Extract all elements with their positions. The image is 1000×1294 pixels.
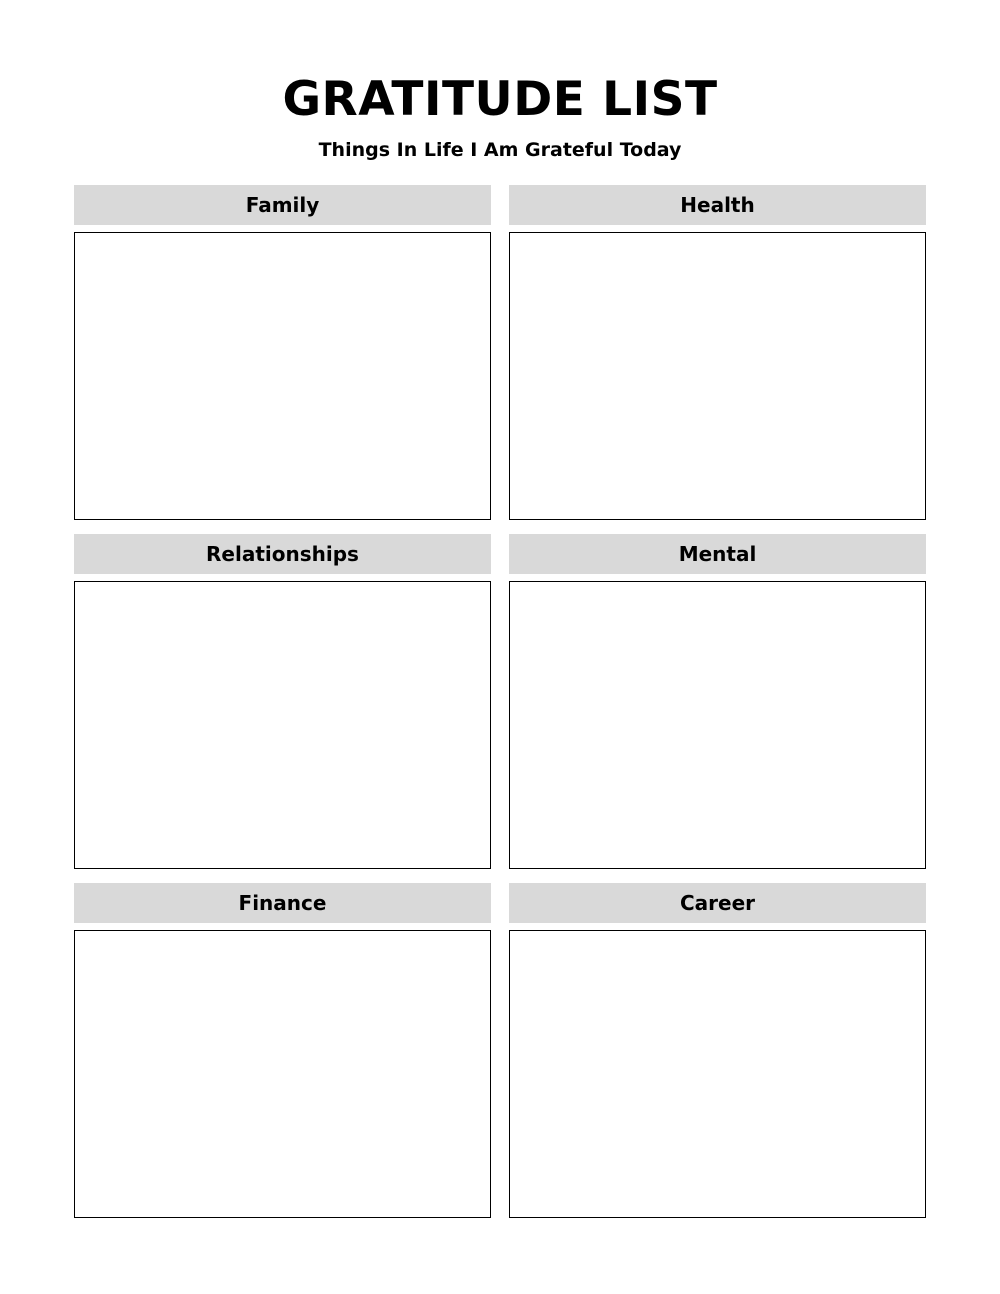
page-title: GRATITUDE LIST bbox=[282, 72, 718, 127]
writing-box-mental[interactable] bbox=[509, 581, 926, 869]
section-header-career: Career bbox=[509, 883, 926, 923]
writing-box-finance[interactable] bbox=[74, 930, 491, 1218]
section-relationships bbox=[74, 534, 491, 869]
writing-box-career[interactable] bbox=[509, 930, 926, 1218]
section-header-family: Family bbox=[74, 185, 491, 225]
section-family bbox=[74, 185, 491, 520]
section-header-relationships: Relationships bbox=[74, 534, 491, 574]
section-career bbox=[509, 883, 926, 1218]
gratitude-grid bbox=[74, 185, 926, 1218]
writing-box-family[interactable] bbox=[74, 232, 491, 520]
section-header-mental: Mental bbox=[509, 534, 926, 574]
writing-box-health[interactable] bbox=[509, 232, 926, 520]
page-subtitle: Things In Life I Am Grateful Today bbox=[318, 139, 682, 161]
section-mental bbox=[509, 534, 926, 869]
section-header-health: Health bbox=[509, 185, 926, 225]
section-finance bbox=[74, 883, 491, 1218]
section-header-finance: Finance bbox=[74, 883, 491, 923]
section-health bbox=[509, 185, 926, 520]
writing-box-relationships[interactable] bbox=[74, 581, 491, 869]
